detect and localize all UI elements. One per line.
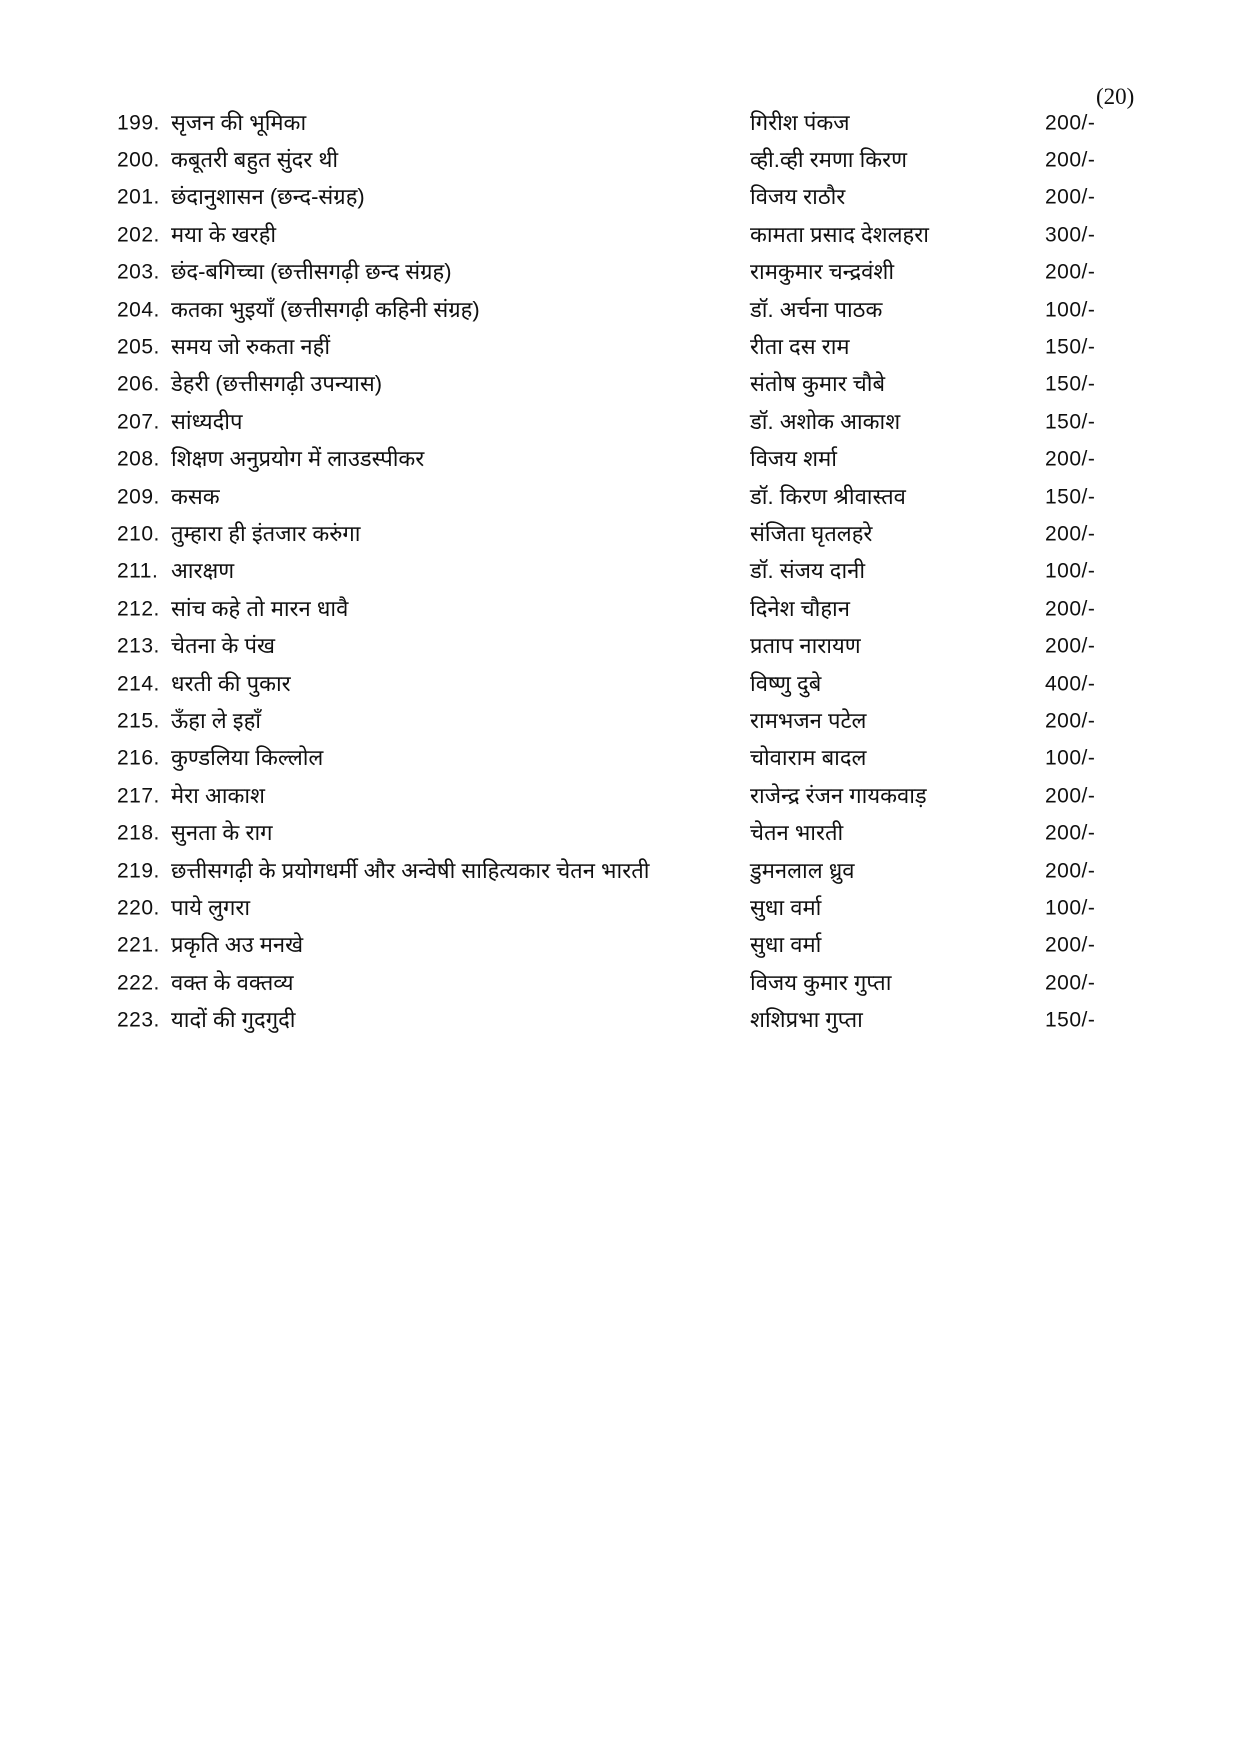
table-row [0, 441, 1240, 478]
book-title: मेरा आकाश [171, 782, 266, 808]
price: 150/- [1045, 1008, 1096, 1032]
price: 400/- [1045, 672, 1096, 696]
book-title: सुनता के राग [171, 820, 273, 846]
book-title: कसक [171, 483, 220, 509]
serial-number: 201. [117, 185, 160, 209]
table-row [0, 777, 1240, 814]
book-title: धरती की पुकार [171, 670, 291, 696]
table-row [0, 665, 1240, 702]
serial-number: 211. [117, 559, 159, 583]
serial-number: 202. [117, 223, 160, 247]
book-title: मया के खरही [171, 221, 277, 247]
author-name: संतोष कुमार चौबे [750, 371, 886, 397]
serial-number: 206. [117, 372, 160, 396]
table-row [0, 627, 1240, 664]
author-name: दिनेश चौहान [750, 595, 850, 621]
price: 150/- [1045, 485, 1096, 509]
serial-number: 212. [117, 597, 160, 621]
table-row [0, 366, 1240, 403]
book-title: आरक्षण [171, 558, 235, 584]
serial-number: 215. [117, 709, 160, 733]
page-number: (20) [1096, 84, 1135, 109]
serial-number: 219. [117, 859, 160, 882]
table-row [0, 515, 1240, 552]
price: 200/- [1045, 821, 1096, 845]
serial-number: 220. [117, 896, 160, 920]
price: 100/- [1045, 298, 1096, 322]
serial-number: 209. [117, 485, 160, 509]
author-name: कामता प्रसाद देशलहरा [750, 221, 929, 247]
serial-number: 205. [117, 335, 160, 359]
table-row [0, 702, 1240, 739]
table-row [0, 590, 1240, 627]
price: 200/- [1045, 784, 1096, 808]
serial-number: 221. [117, 933, 160, 957]
table-row [0, 141, 1240, 178]
author-name: विजय राठौर [750, 184, 846, 210]
price: 200/- [1045, 111, 1096, 135]
serial-number: 200. [117, 148, 160, 172]
price: 200/- [1045, 185, 1096, 209]
price: 100/- [1045, 559, 1096, 583]
table-row [0, 852, 1240, 889]
serial-number: 217. [117, 784, 160, 808]
serial-number: 199. [117, 111, 160, 135]
author-name: संजिता घृतलहरे [750, 520, 873, 546]
author-name: प्रताप नारायण [750, 633, 861, 659]
author-name: रामकुमार चन्द्रवंशी [750, 259, 895, 285]
price: 100/- [1045, 746, 1096, 770]
table-row [0, 328, 1240, 365]
book-price-list [0, 104, 1240, 1039]
table-row [0, 216, 1240, 253]
price: 200/- [1045, 522, 1096, 546]
price: 300/- [1045, 223, 1096, 247]
author-name: डॉ. किरण श्रीवास्तव [750, 483, 906, 509]
book-title: डेहरी (छत्तीसगढ़ी उपन्यास) [171, 371, 383, 397]
price: 200/- [1045, 447, 1096, 471]
author-name: डॉ. अर्चना पाठक [750, 296, 883, 322]
serial-number: 223. [117, 1008, 160, 1032]
author-name: सुधा वर्मा [750, 894, 822, 920]
table-row [0, 889, 1240, 926]
author-name: डुमनलाल ध्रुव [750, 857, 855, 883]
book-title: तुम्हारा ही इंतजार करुंगा [171, 520, 361, 546]
table-row [0, 254, 1240, 291]
price: 150/- [1045, 372, 1096, 396]
table-row [0, 814, 1240, 851]
serial-number: 210. [117, 522, 160, 546]
author-name: चेतन भारती [750, 820, 844, 846]
book-title: सांच कहे तो मारन धावै [171, 595, 349, 621]
table-row [0, 927, 1240, 964]
author-name: शशिप्रभा गुप्ता [750, 1007, 863, 1033]
table-row [0, 403, 1240, 440]
author-name: सुधा वर्मा [750, 932, 822, 958]
book-title: सृजन की भूमिका [171, 109, 307, 135]
book-title: पाये लुगरा [171, 894, 251, 920]
price: 200/- [1045, 634, 1096, 658]
book-title: वक्त के वक्तव्य [171, 969, 294, 995]
author-name: विष्णु दुबे [750, 670, 822, 696]
price: 200/- [1045, 260, 1096, 284]
author-name: डॉ. अशोक आकाश [750, 408, 901, 434]
book-title: कबूतरी बहुत सुंदर थी [171, 147, 339, 173]
price: 150/- [1045, 335, 1096, 359]
author-name: गिरीश पंकज [750, 109, 850, 135]
table-row [0, 104, 1240, 141]
price: 200/- [1045, 859, 1096, 882]
author-name: विजय कुमार गुप्ता [750, 969, 892, 995]
table-row [0, 179, 1240, 216]
serial-number: 207. [117, 410, 160, 434]
table-row [0, 478, 1240, 515]
serial-number: 216. [117, 746, 160, 770]
book-title: कतका भुइयाँ (छत्तीसगढ़ी कहिनी संग्रह) [171, 296, 480, 322]
price: 200/- [1045, 971, 1096, 995]
price: 150/- [1045, 410, 1096, 434]
price: 200/- [1045, 709, 1096, 733]
serial-number: 213. [117, 634, 160, 658]
book-title: यादों की गुदगुदी [171, 1007, 296, 1033]
book-title: कुण्डलिया किल्लोल [171, 745, 324, 771]
book-title: छंद-बगिच्चा (छत्तीसगढ़ी छन्द संग्रह) [171, 259, 452, 285]
serial-number: 208. [117, 447, 160, 471]
table-row [0, 291, 1240, 328]
author-name: विजय शर्मा [750, 446, 837, 472]
serial-number: 214. [117, 672, 160, 696]
serial-number: 222. [117, 971, 160, 995]
table-row [0, 964, 1240, 1001]
price: 200/- [1045, 148, 1096, 172]
price: 100/- [1045, 896, 1096, 920]
book-title: छत्तीसगढ़ी के प्रयोगधर्मी और अन्वेषी साहित्यकार चेतन भारती [171, 857, 650, 883]
book-title: सांध्यदीप [171, 408, 243, 434]
serial-number: 203. [117, 260, 160, 284]
table-row [0, 740, 1240, 777]
book-title: प्रकृति अउ मनखे [171, 932, 304, 958]
table-row [0, 1001, 1240, 1038]
book-title: शिक्षण अनुप्रयोग में लाउडस्पीकर [171, 446, 425, 472]
table-row [0, 553, 1240, 590]
book-title: चेतना के पंख [171, 633, 276, 659]
serial-number: 204. [117, 298, 160, 322]
author-name: राजेन्द्र रंजन गायकवाड़ [750, 782, 927, 808]
price: 200/- [1045, 933, 1096, 957]
author-name: रामभजन पटेल [750, 707, 867, 733]
author-name: चोवाराम बादल [750, 745, 867, 771]
book-title: समय जो रुकता नहीं [171, 334, 331, 360]
book-title: ऊँहा ले इहाँ [171, 707, 261, 733]
author-name: डॉ. संजय दानी [750, 558, 866, 584]
book-title: छंदानुशासन (छन्द-संग्रह) [171, 184, 365, 210]
author-name: व्ही.व्ही रमणा किरण [750, 147, 908, 173]
author-name: रीता दस राम [750, 334, 850, 360]
price: 200/- [1045, 597, 1096, 621]
serial-number: 218. [117, 821, 160, 845]
